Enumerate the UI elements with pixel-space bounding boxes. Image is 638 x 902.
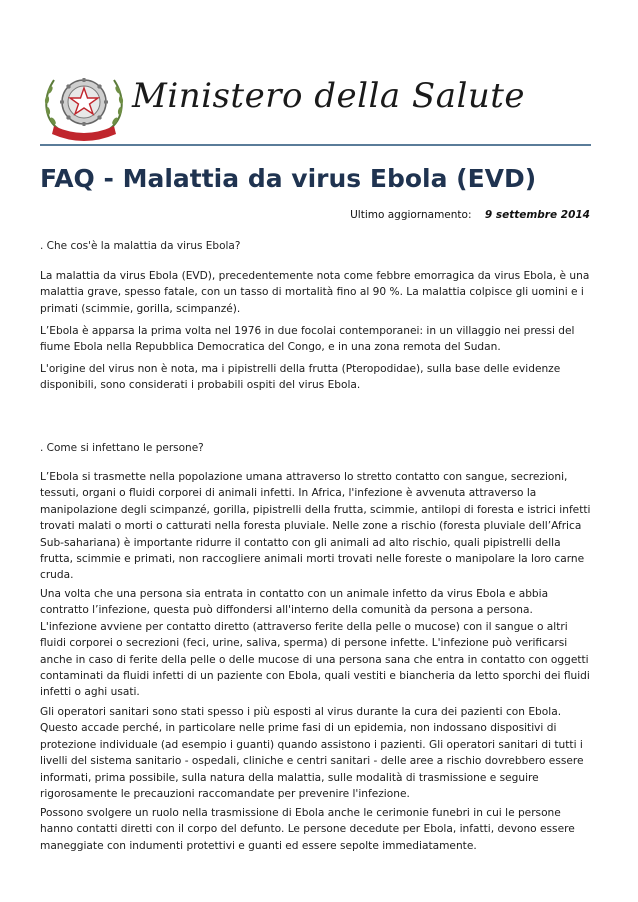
- last-updated-label: Ultimo aggiornamento:: [350, 209, 472, 221]
- italian-republic-emblem-icon: [40, 66, 128, 142]
- header-divider: [40, 144, 591, 146]
- faq-paragraph: La malattia da virus Ebola (EVD), precedentemente nota come febbre emorragica da virus Ebola, è una malattia grave, spesso fatale, con un tasso di mortalità fino al 90 %. La malattia colpisce gli uomini e i primati (scimmie, gorilla, scimpanzé).: [40, 270, 590, 315]
- ministry-header: [40, 62, 590, 146]
- last-updated: [350, 209, 590, 221]
- last-updated-date: 9 settembre 2014: [484, 209, 590, 221]
- faq-paragraph: Possono svolgere un ruolo nella trasmissione di Ebola anche le cerimonie funebri in cui le persone hanno contatti diretti con il corpo del defunto. Le persone decedute per Ebola, infatti, devono essere maneggiate con indumenti protettivi e guanti ed essere sepolte immediatamente.: [40, 807, 575, 852]
- faq-paragraph: L’Ebola si trasmette nella popolazione umana attraverso lo stretto contatto con sangue, secrezioni, tessuti, organi o fluidi corporei di animali infetti. In Africa, l'infezione è avvenuta attraverso la manipolazione degli scimpanzé, gorilla, pipistrelli della frutta, scimmie, antilopi di foresta e istrici infetti trovati malati o morti o catturati nella foresta pluviale. Nelle zone a rischio (foresta pluviale dell’Africa Sub-sahariana) è importante ridurre il contatto con gli animali ad alto rischio, quali pipistrelli della frutta, scimmie e primati, non raccogliere animali morti trovati nelle foreste o manipolare la loro carne cruda.: [40, 471, 591, 582]
- faq-question: . Come si infettano le persone?: [40, 442, 204, 454]
- faq-paragraph: L’Ebola è apparsa la prima volta nel 1976 in due focolai contemporanei: in un villaggio nei pressi del fiume Ebola nella Repubblica Democratica del Congo, e in una zona remota del Sudan.: [40, 325, 575, 354]
- faq-paragraph: Una volta che una persona sia entrata in contatto con un animale infetto da virus Ebola e abbia contratto l’infezione, questa può diffondersi all'interno della comunità da persona a persona. L'infezione avviene per contatto diretto (attraverso ferite della pelle o mucose) con il sangue o altri fluidi corporei o secrezioni (feci, urine, saliva, sperma) di persone infette. L'infezione può verificarsi anche in caso di ferite della pelle o delle mucose di una persona sana che entra in contatto con oggetti contaminati da fluidi infetti di un paziente con Ebola, quali vestiti e biancheria da letto sporchi dei fluidi infetti o aghi usati.: [40, 588, 590, 699]
- faq-paragraph: L'origine del virus non è nota, ma i pipistrelli della frutta (Pteropodidae), sulla base delle evidenze disponibili, sono considerati i probabili ospiti del virus Ebola.: [40, 363, 561, 392]
- faq-question: . Che cos'è la malattia da virus Ebola?: [40, 240, 241, 252]
- page-title: FAQ - Malattia da virus Ebola (EVD): [40, 164, 537, 193]
- ministry-name: Ministero della Salute: [132, 76, 526, 116]
- faq-paragraph: Gli operatori sanitari sono stati spesso i più esposti al virus durante la cura dei pazienti con Ebola. Questo accade perché, in particolare nelle prime fasi di un epidemia, non indossano dispositivi di protezione individuale (ad esempio i guanti) quando assistono i pazienti. Gli operatori sanitari di tutti i livelli del sistema sanitario - ospedali, cliniche e centri sanitari - delle aree a rischio dovrebbero essere informati, prima possibile, sulla natura della malattia, sulle modalità di trasmissione e seguire rigorosamente le precauzioni raccomandate per prevenire l'infezione.: [40, 706, 584, 801]
